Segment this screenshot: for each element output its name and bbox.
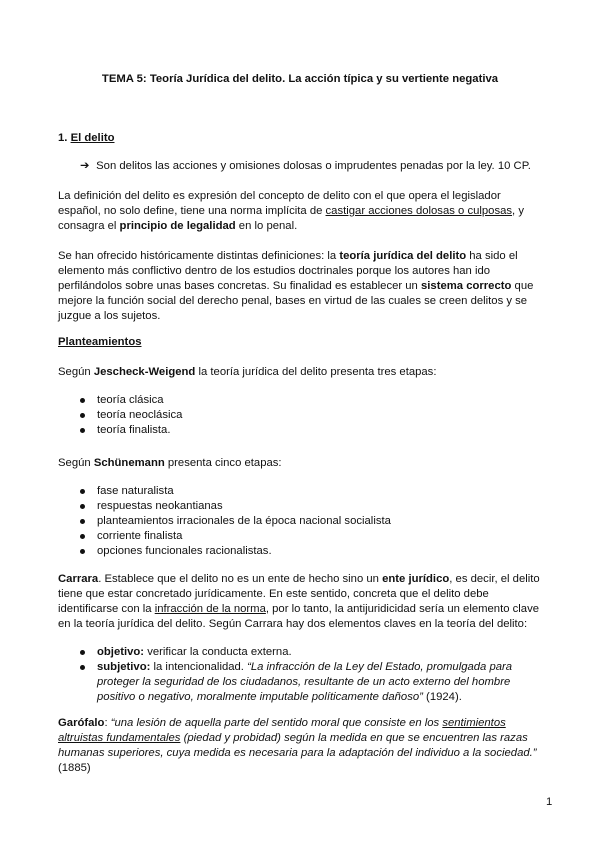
text-run: Según: [58, 457, 94, 469]
text-run: (1885): [58, 762, 91, 774]
bold-term: objetivo:: [97, 646, 145, 658]
arrow-item-text: Son delitos las acciones y omisiones dolosas o imprudentes penadas por la ley. 10 CP.: [96, 160, 531, 172]
bold-term: ente jurídico: [382, 573, 450, 585]
bold-term: teoría jurídica del delito: [339, 250, 467, 262]
underlined-text: castigar acciones dolosas o culposas: [325, 205, 513, 217]
italic-quote: “una lesión de aquella parte del sentido moral que consiste en los: [110, 717, 443, 729]
text-run: Se han ofrecido históricamente distintas definiciones: la: [58, 250, 340, 262]
section-heading-el-delito: [58, 131, 544, 146]
italic-quote: “La infracción de la Ley del Estado, promulgada para proteger la seguridad de los ciudadanos, resultante de un acto externo del hombre positivo o negativo, moralmente imputable políticamente dañoso”: [97, 661, 513, 703]
underlined-text: infracción de la norma: [154, 603, 266, 615]
bold-term: Carrara: [58, 573, 99, 585]
list-item: opciones funcionales racionalistas.: [76, 544, 542, 559]
list-item: teoría neoclásica: [76, 408, 542, 423]
text-run: :: [104, 717, 111, 729]
bold-term: subjetivo:: [97, 661, 151, 673]
page-number: 1: [546, 796, 553, 808]
text-run: verificar la conducta externa.: [144, 646, 292, 658]
arrow-right-icon: ➔: [80, 160, 90, 172]
bold-term: Garófalo: [58, 717, 105, 729]
list-item: respuestas neokantianas: [76, 499, 542, 514]
list-item: [76, 645, 542, 660]
paragraph-schunemann: [58, 456, 544, 471]
arrow-bullet-item: [80, 159, 540, 174]
text-run: La definición del delito es expresión del concepto de delito con el que opera el legislador español, no solo define, tiene una norma implícita de: [58, 190, 501, 217]
bold-term: Schünemann: [93, 457, 165, 469]
italic-quote: (piedad y probidad) según la medida en que se encuentren las razas humanas superiores, cuya medida es necesaria para la adaptación del individuo a la sociedad.”: [58, 732, 537, 759]
section-heading-text: El delito: [70, 132, 115, 144]
bold-term: Jescheck-Weigend: [93, 366, 196, 378]
list-item: fase naturalista: [76, 484, 542, 499]
list-item: teoría clásica: [76, 393, 542, 408]
list-item: [76, 660, 542, 705]
bold-term: sistema correcto: [420, 280, 512, 292]
list-carrara-elementos: [76, 645, 542, 705]
list-item: corriente finalista: [76, 529, 542, 544]
document-title: TEMA 5: Teoría Jurídica del delito. La acción típica y su vertiente negativa: [101, 73, 499, 85]
text-run: la intencionalidad.: [150, 661, 248, 673]
text-run: . Establece que el delito no es un ente de hecho sino un: [98, 573, 383, 585]
paragraph-teoria: [58, 249, 544, 324]
list-item: teoría finalista.: [76, 423, 542, 438]
text-run: ha sido el elemento más conflictivo dentro de los estudios doctrinales porque los autores han ido perfilándolos sobre unas bases concretas. Su finalidad es establecer un: [58, 250, 518, 292]
list-jescheck-etapas: [76, 393, 542, 438]
paragraph-jescheck: [58, 365, 544, 380]
text-run: , y consagra el: [58, 205, 524, 232]
list-schunemann-etapas: [76, 484, 542, 559]
text-run: , por lo tanto, la antijuridicidad sería un elemento clave en la teoría jurídica del delito. Según Carrara hay dos elementos claves en la teoría del delito:: [58, 603, 540, 630]
paragraph-carrara: [58, 572, 544, 632]
list-item: planteamientos irracionales de la época nacional socialista: [76, 514, 542, 529]
text-run: , es decir, el delito tiene que estar concretado jurídicamente. En este sentido, concreta que el delito debe identificarse con la: [58, 573, 540, 615]
text-run: en lo penal.: [235, 220, 298, 232]
section-number: 1.: [58, 132, 68, 144]
section-heading-text: Planteamientos: [58, 336, 142, 348]
text-run: presenta cinco etapas:: [164, 457, 282, 469]
text-run: la teoría jurídica del delito presenta tres etapas:: [195, 366, 437, 378]
paragraph-garofalo: [58, 716, 544, 776]
paragraph-definicion: [58, 189, 544, 234]
bold-term: principio de legalidad: [119, 220, 236, 232]
text-run: Según: [58, 366, 94, 378]
text-run: (1924).: [422, 691, 462, 703]
section-heading-planteamientos: [58, 335, 544, 350]
italic-underlined-text: sentimientos altruistas fundamentales: [58, 717, 506, 744]
text-run: que mejore la función social del derecho penal, bases en virtud de las cuales se creen delitos y se juzgue a los sujetos.: [58, 280, 534, 322]
